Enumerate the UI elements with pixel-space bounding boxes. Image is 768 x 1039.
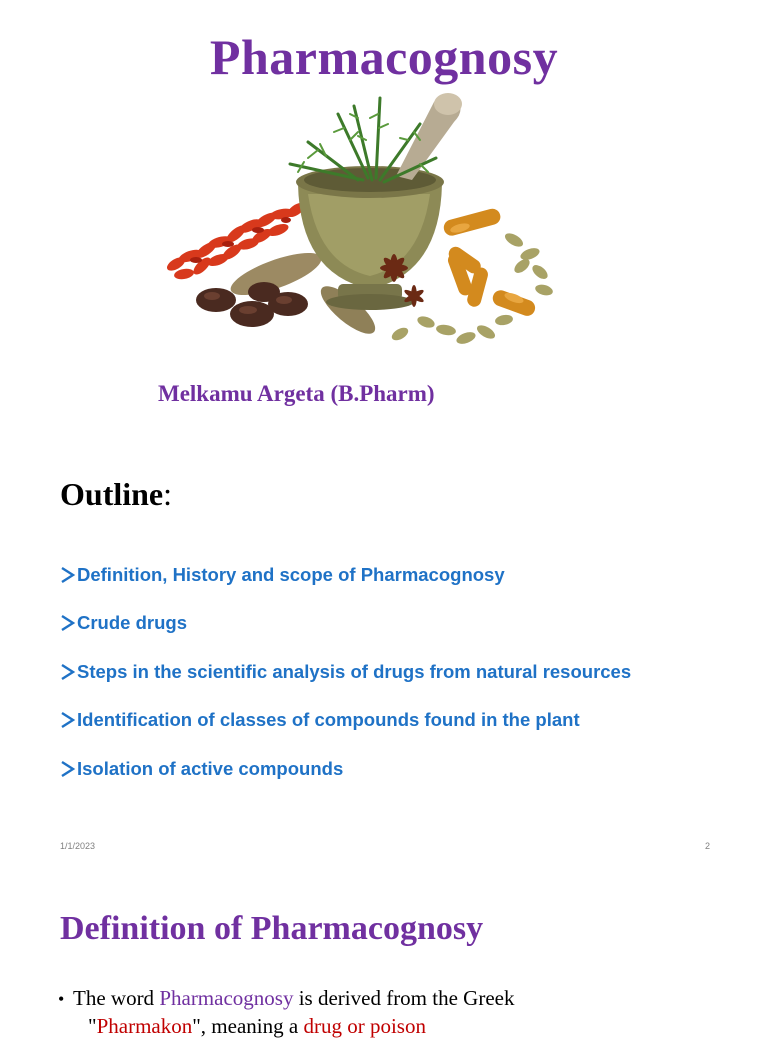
bullet-text-post: is derived from the Greek [293, 986, 515, 1010]
outline-item-text: Definition, History and scope of Pharmacognosy [77, 564, 505, 585]
bullet-term: Pharmacognosy [159, 986, 294, 1010]
outline-heading-colon: : [163, 476, 173, 512]
list-item [60, 661, 631, 709]
definition-bullet-continuation [88, 1014, 426, 1039]
bullet-text-pre: The word [73, 986, 160, 1010]
line2-mid: ", meaning a [192, 1014, 304, 1038]
presentation-title: Pharmacognosy [209, 29, 559, 85]
arrow-bullet-icon [60, 711, 75, 729]
line2-red: drug or poison [303, 1014, 426, 1038]
definition-slide [0, 862, 768, 1038]
author-name: Melkamu Argeta (B.Pharm) [158, 381, 435, 406]
outline-item-text: Steps in the scientific analysis of drugs from natural resources [77, 660, 632, 682]
list-item [60, 758, 631, 806]
definition-heading: Definition of Pharmacognosy [60, 910, 484, 947]
footer-date: 1/1/2023 [60, 841, 96, 851]
outline-item-text: Crude drugs [77, 612, 187, 634]
arrow-bullet-icon [60, 614, 75, 632]
arrow-bullet-icon [60, 663, 75, 681]
line2-pre: " [88, 1014, 97, 1038]
title-slide [0, 0, 768, 430]
line2-term: Pharmakon [96, 1014, 193, 1038]
outline-slide [0, 430, 768, 862]
outline-heading [60, 476, 172, 513]
definition-bullet [58, 986, 514, 1011]
outline-heading-text: Outline [60, 476, 164, 512]
outline-item-text: Identification of classes of compounds found in the plant [77, 709, 580, 731]
mortar-pestle-herbs-image [158, 84, 562, 356]
list-item [60, 612, 631, 660]
outline-list [60, 564, 631, 806]
list-item [60, 709, 631, 757]
arrow-bullet-icon [60, 566, 75, 584]
list-item [60, 564, 631, 612]
page-number: 2 [705, 841, 711, 851]
outline-item-text: Isolation of active compounds [77, 757, 344, 779]
arrow-bullet-icon [60, 760, 75, 778]
bullet-dot-icon: • [58, 989, 65, 1009]
